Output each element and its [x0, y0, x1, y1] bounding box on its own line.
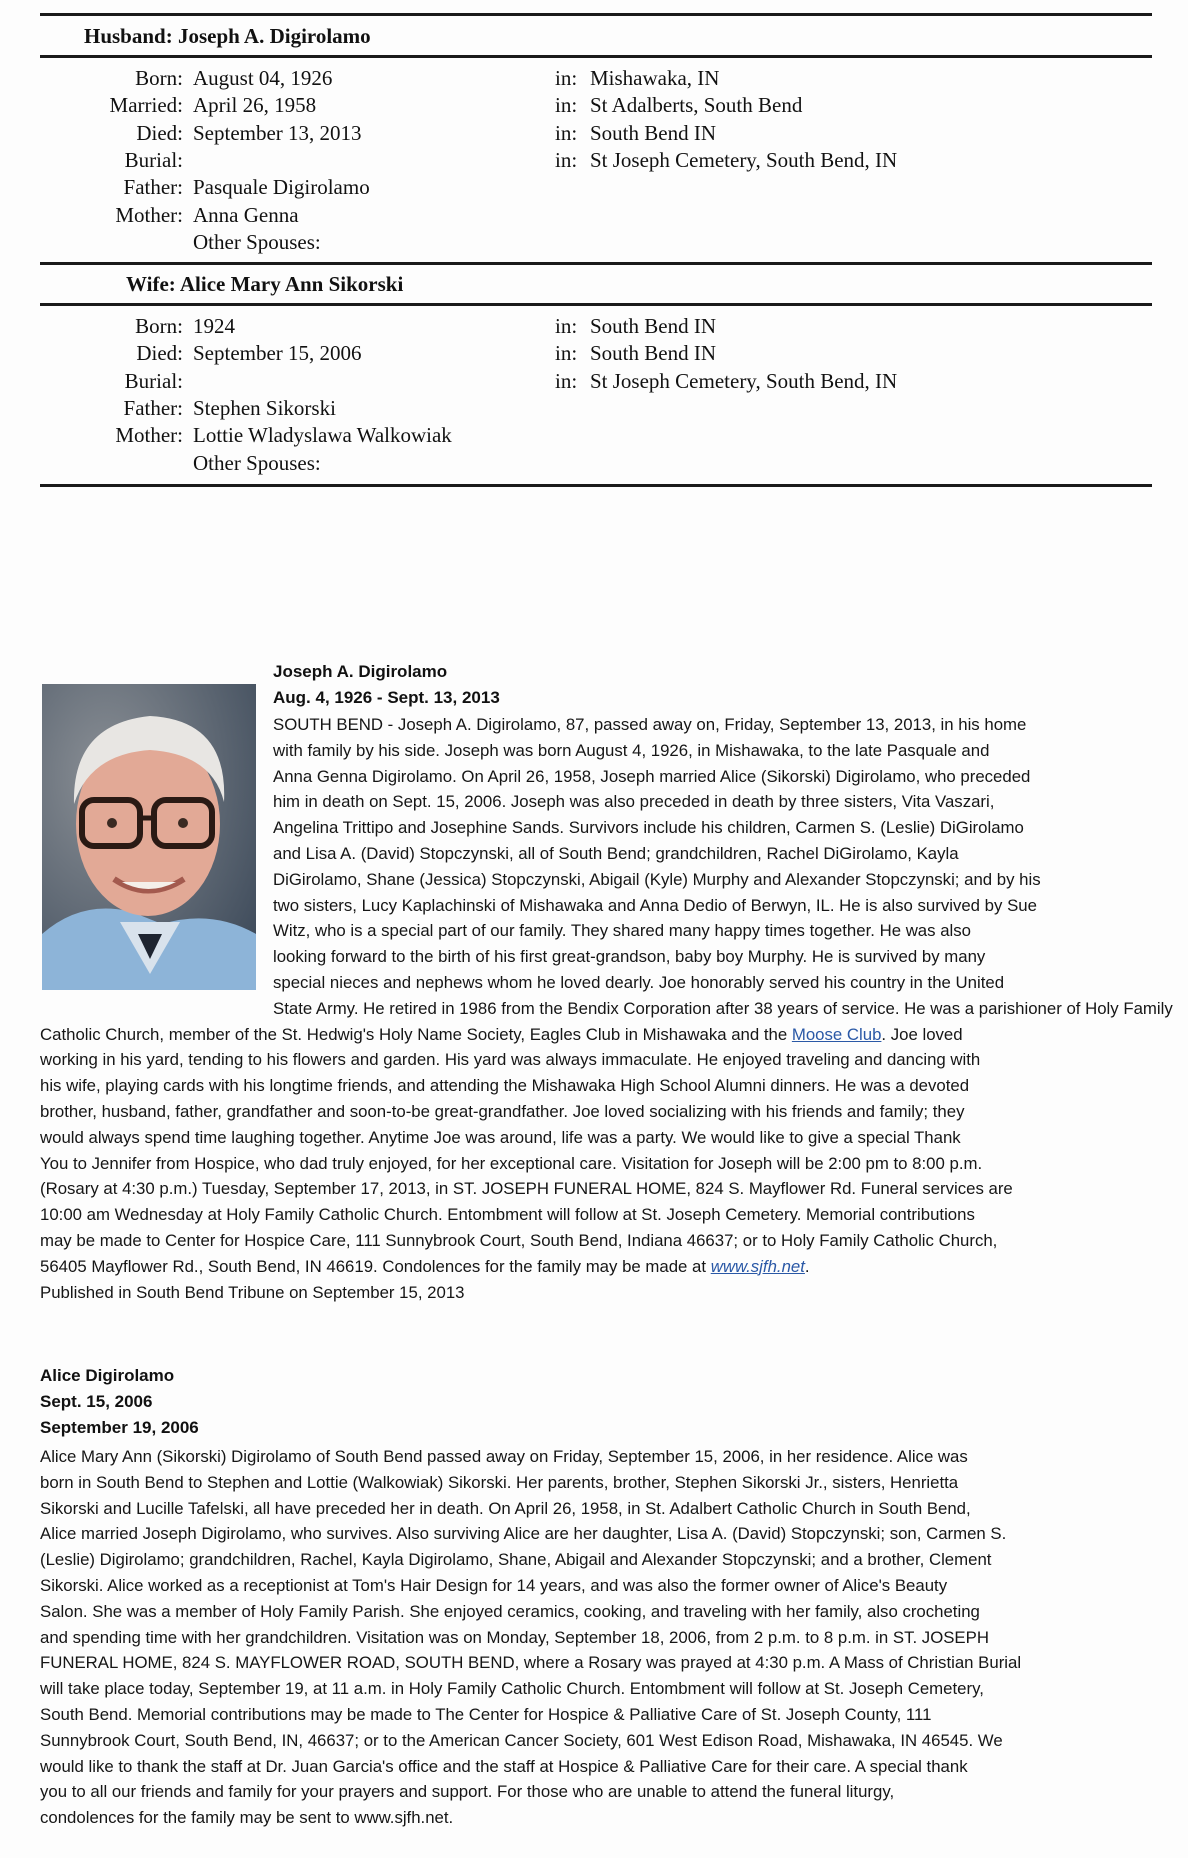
- fact-row: [0, 449, 1188, 477]
- obit-alice-line: South Bend. Memorial contributions may be made to The Center for Hospice & Palliative Care of St. Joseph County, 111: [40, 1704, 932, 1724]
- fact-label: Married:: [109, 93, 183, 118]
- fact-label: Died:: [136, 120, 183, 145]
- obit-joseph-line: State Army. He retired in 1986 from the Bendix Corporation after 38 years of service. He was a parishioner of Holy Family: [273, 998, 1173, 1018]
- fact-row: [0, 201, 1188, 229]
- obit-joseph-line: 10:00 am Wednesday at Holy Family Catholic Church. Entombment will follow at St. Joseph Cemetery. Memorial contributions: [40, 1205, 975, 1225]
- obit-joseph-name: Joseph A. Digirolamo: [273, 662, 448, 681]
- fact-place: Mishawaka, IN: [590, 66, 720, 90]
- fact-place: South Bend IN: [590, 341, 716, 366]
- obit-joseph-line: would always spend time laughing together. Anytime Joe was around, life was a party. We would like to give a special Thank: [40, 1127, 961, 1147]
- fact-row: [0, 367, 1188, 395]
- obit-alice-line: Alice married Joseph Digirolamo, who survives. Also surviving Alice are her daughter, Lisa A. (David) Stopczynski; son, Carmen S.: [40, 1524, 1007, 1544]
- obit-joseph-line: may be made to Center for Hospice Care, 111 Sunnybrook Court, South Bend, Indiana 46637; or to Holy Family Catholic Church,: [40, 1230, 998, 1250]
- fact-value: September 13, 2013: [193, 120, 362, 145]
- fact-value: 1924: [193, 314, 235, 338]
- photo-spacer: [40, 712, 273, 999]
- obit-text: . Joe loved: [881, 1024, 963, 1044]
- fact-value: Other Spouses:: [193, 229, 321, 254]
- fact-in-label: in:: [555, 314, 578, 338]
- fact-row: [0, 64, 1188, 92]
- obit-alice-line: Alice Mary Ann (Sikorski) Digirolamo of South Bend passed away on Friday, September 15, 2006, in her residence. Alice was: [40, 1447, 968, 1466]
- obit-alice-line: FUNERAL HOME, 824 S. MAYFLOWER ROAD, SOUTH BEND, where a Rosary was prayed at 4:30 p.m. A Mass of Christian Burial: [40, 1653, 1022, 1673]
- obit-joseph-line: with family by his side. Joseph was born August 4, 1926, in Mishawaka, to the late Pasquale and: [273, 740, 990, 760]
- moose-club-link[interactable]: Moose Club: [791, 1024, 882, 1044]
- obit-text: .: [804, 1256, 810, 1276]
- obit-alice-line: you to all our friends and family for your prayers and support. For those who are unable to attend the funeral liturgy,: [40, 1782, 895, 1802]
- fact-value: Other Spouses:: [193, 450, 321, 475]
- fact-label: Burial:: [124, 147, 183, 172]
- fact-row: [0, 339, 1188, 367]
- husband-heading: Husband: Joseph A. Digirolamo: [84, 24, 371, 48]
- obit-text: 56405 Mayflower Rd., South Bend, IN 46619. Condolences for the family may be made at: [40, 1256, 711, 1276]
- fact-label: Father:: [123, 175, 183, 200]
- obit-alice-name: Alice Digirolamo: [40, 1366, 175, 1385]
- bottom-rule: [40, 484, 1152, 487]
- fact-value: Anna Genna: [193, 202, 299, 227]
- fact-in-label: in:: [555, 341, 578, 366]
- obit-joseph-body: [40, 712, 1173, 1305]
- obit-alice-line: Sikorski and Lucille Tafelski, all have preceded her in death. On April 26, 1958, in St. Adalbert Catholic Church in South Bend,: [40, 1498, 971, 1518]
- fact-label: Mother:: [115, 202, 183, 227]
- obit-alice-body: [40, 1444, 1150, 1831]
- fact-place: St Adalberts, South Bend: [590, 93, 803, 118]
- fact-row: [0, 312, 1188, 340]
- obit-joseph-line: his wife, playing cards with his longtime friends, and attending the Mishawaka High School Alumni dinners. He was a devoted: [40, 1076, 970, 1096]
- fact-place: St Joseph Cemetery, South Bend, IN: [590, 368, 898, 393]
- obit-alice-line: and spending time with her grandchildren. Visitation was on Monday, September 18, 2006, from 2 p.m. to 8 p.m. in ST. JOSEPH: [40, 1627, 989, 1647]
- published-note: Published in South Bend Tribune on September 15, 2013: [40, 1282, 465, 1302]
- fact-label: Mother:: [115, 423, 183, 448]
- fact-place: St Joseph Cemetery, South Bend, IN: [590, 147, 898, 172]
- fact-label: Born:: [135, 66, 183, 90]
- obit-alice-date1: Sept. 15, 2006: [40, 1392, 153, 1411]
- wife-heading-rule: [40, 303, 1152, 306]
- fact-label: Died:: [136, 341, 183, 366]
- obit-alice-line: Sikorski. Alice worked as a receptionist at Tom's Hair Design for 14 years, and was also the former owner of Alice's Beauty: [40, 1575, 948, 1595]
- wife-top-rule: [40, 262, 1152, 265]
- obit-alice-date2: September 19, 2006: [40, 1418, 199, 1437]
- obit-joseph-line: him in death on Sept. 15, 2006. Joseph was also preceded in death by three sisters, Vita Vaszari,: [273, 792, 995, 812]
- obit-joseph-line: Witz, who is a special part of our family. They shared many happy times together. He was also: [273, 921, 971, 941]
- fact-in-label: in:: [555, 120, 578, 145]
- fact-row: [0, 421, 1188, 449]
- obit-joseph-line: looking forward to the birth of his first great-grandson, baby boy Murphy. He is survived by many: [273, 947, 986, 967]
- fact-value: April 26, 1958: [193, 93, 317, 118]
- obit-alice-line: would like to thank the staff at Dr. Juan Garcia's office and the staff at Hospice & Palliative Care for their care. A special thank: [40, 1756, 968, 1776]
- fact-value: Stephen Sikorski: [193, 395, 336, 420]
- obit-alice-line: Salon. She was a member of Holy Family Parish. She enjoyed ceramics, cooking, and traveling with her family, also crocheting: [40, 1601, 980, 1621]
- wife-heading: Wife: Alice Mary Ann Sikorski: [126, 272, 404, 296]
- fact-value: Lottie Wladyslawa Walkowiak: [193, 423, 452, 448]
- top-rule: [40, 13, 1152, 16]
- sjfh-link[interactable]: www.sjfh.net: [710, 1256, 805, 1276]
- obit-alice-line: will take place today, September 19, at 11 a.m. in Holy Family Catholic Church. Entombment will follow at St. Joseph Cemetery,: [40, 1679, 984, 1699]
- obit-text: Catholic Church, member of the St. Hedwig's Holy Name Society, Eagles Club in Mishawaka and the: [40, 1024, 792, 1044]
- fact-label: Born:: [135, 314, 183, 338]
- fact-in-label: in:: [555, 93, 578, 118]
- obit-joseph-line: (Rosary at 4:30 p.m.) Tuesday, September 17, 2013, in ST. JOSEPH FUNERAL HOME, 824 S. Mayflower Rd. Funeral services are: [40, 1179, 1013, 1199]
- obit-joseph-dates: Aug. 4, 1926 - Sept. 13, 2013: [273, 688, 500, 707]
- obit-joseph-line: brother, husband, father, grandfather and soon-to-be great-grandfather. Joe loved socializing with his friends and family; they: [40, 1101, 965, 1121]
- obit-alice-line: condolences for the family may be sent to www.sjfh.net.: [40, 1808, 454, 1828]
- fact-place: South Bend IN: [590, 314, 716, 338]
- fact-in-label: in:: [555, 368, 578, 393]
- fact-in-label: in:: [555, 147, 578, 172]
- obit-alice-line: born in South Bend to Stephen and Lottie (Walkowiak) Sikorski. Her parents, brother, Stephen Sikorski Jr., sisters, Henrietta: [40, 1472, 959, 1492]
- fact-row: [0, 119, 1188, 147]
- obit-alice-line: Sunnybrook Court, South Bend, IN, 46637; or to the American Cancer Society, 601 West Edison Road, Mishawaka, IN 46545. We: [40, 1730, 1003, 1750]
- obit-joseph-line: SOUTH BEND - Joseph A. Digirolamo, 87, passed away on, Friday, September 13, 2013, in his home: [273, 715, 1027, 734]
- fact-in-label: in:: [555, 66, 578, 90]
- obit-joseph-line: Anna Genna Digirolamo. On April 26, 1958, Joseph married Alice (Sikorski) Digirolamo, who preceded: [273, 766, 1031, 786]
- fact-value: August 04, 1926: [193, 66, 333, 90]
- fact-label: Burial:: [124, 368, 183, 393]
- fact-row: [0, 146, 1188, 174]
- fact-value: Pasquale Digirolamo: [193, 175, 370, 200]
- fact-row: [0, 394, 1188, 422]
- fact-value: September 15, 2006: [193, 341, 362, 366]
- obit-alice-line: (Leslie) Digirolamo; grandchildren, Rachel, Kayla Digirolamo, Shane, Abigail and Alexander Stopczynski; and a brother, Clement: [40, 1550, 992, 1570]
- obit-joseph-line: Angelina Trittipo and Josephine Sands. Survivors include his children, Carmen S. (Leslie) DiGirolamo: [273, 818, 1024, 838]
- fact-row: [0, 173, 1188, 201]
- obit-joseph-line: You to Jennifer from Hospice, who dad truly enjoyed, for her exceptional care. Visitation for Joseph will be 2:00 pm to 8:00 p.m.: [40, 1153, 983, 1173]
- fact-place: South Bend IN: [590, 120, 716, 145]
- fact-row: [0, 91, 1188, 119]
- fact-row: [0, 228, 1188, 256]
- obit-joseph-moose-line: [40, 1022, 1152, 1048]
- obit-joseph-line: and Lisa A. (David) Stopczynski, all of South Bend; grandchildren, Rachel DiGirolamo, Kayla: [273, 843, 959, 863]
- husband-heading-rule: [40, 55, 1152, 58]
- fact-label: Father:: [123, 395, 183, 420]
- obit-joseph-line: two sisters, Lucy Kaplachinski of Mishawaka and Anna Dedio of Berwyn, IL. He is also survived by Sue: [273, 895, 1037, 915]
- obit-joseph-line: special nieces and nephews whom he loved dearly. Joe honorably served his country in the United: [273, 972, 1005, 992]
- obit-joseph-site-line: [40, 1254, 1152, 1280]
- obit-joseph-line: DiGirolamo, Shane (Jessica) Stopczynski, Abigail (Kyle) Murphy and Alexander Stopczynski; and by his: [273, 869, 1041, 889]
- obit-joseph-line: working in his yard, tending to his flowers and garden. His yard was always immaculate. He enjoyed traveling and dancing with: [40, 1050, 981, 1070]
